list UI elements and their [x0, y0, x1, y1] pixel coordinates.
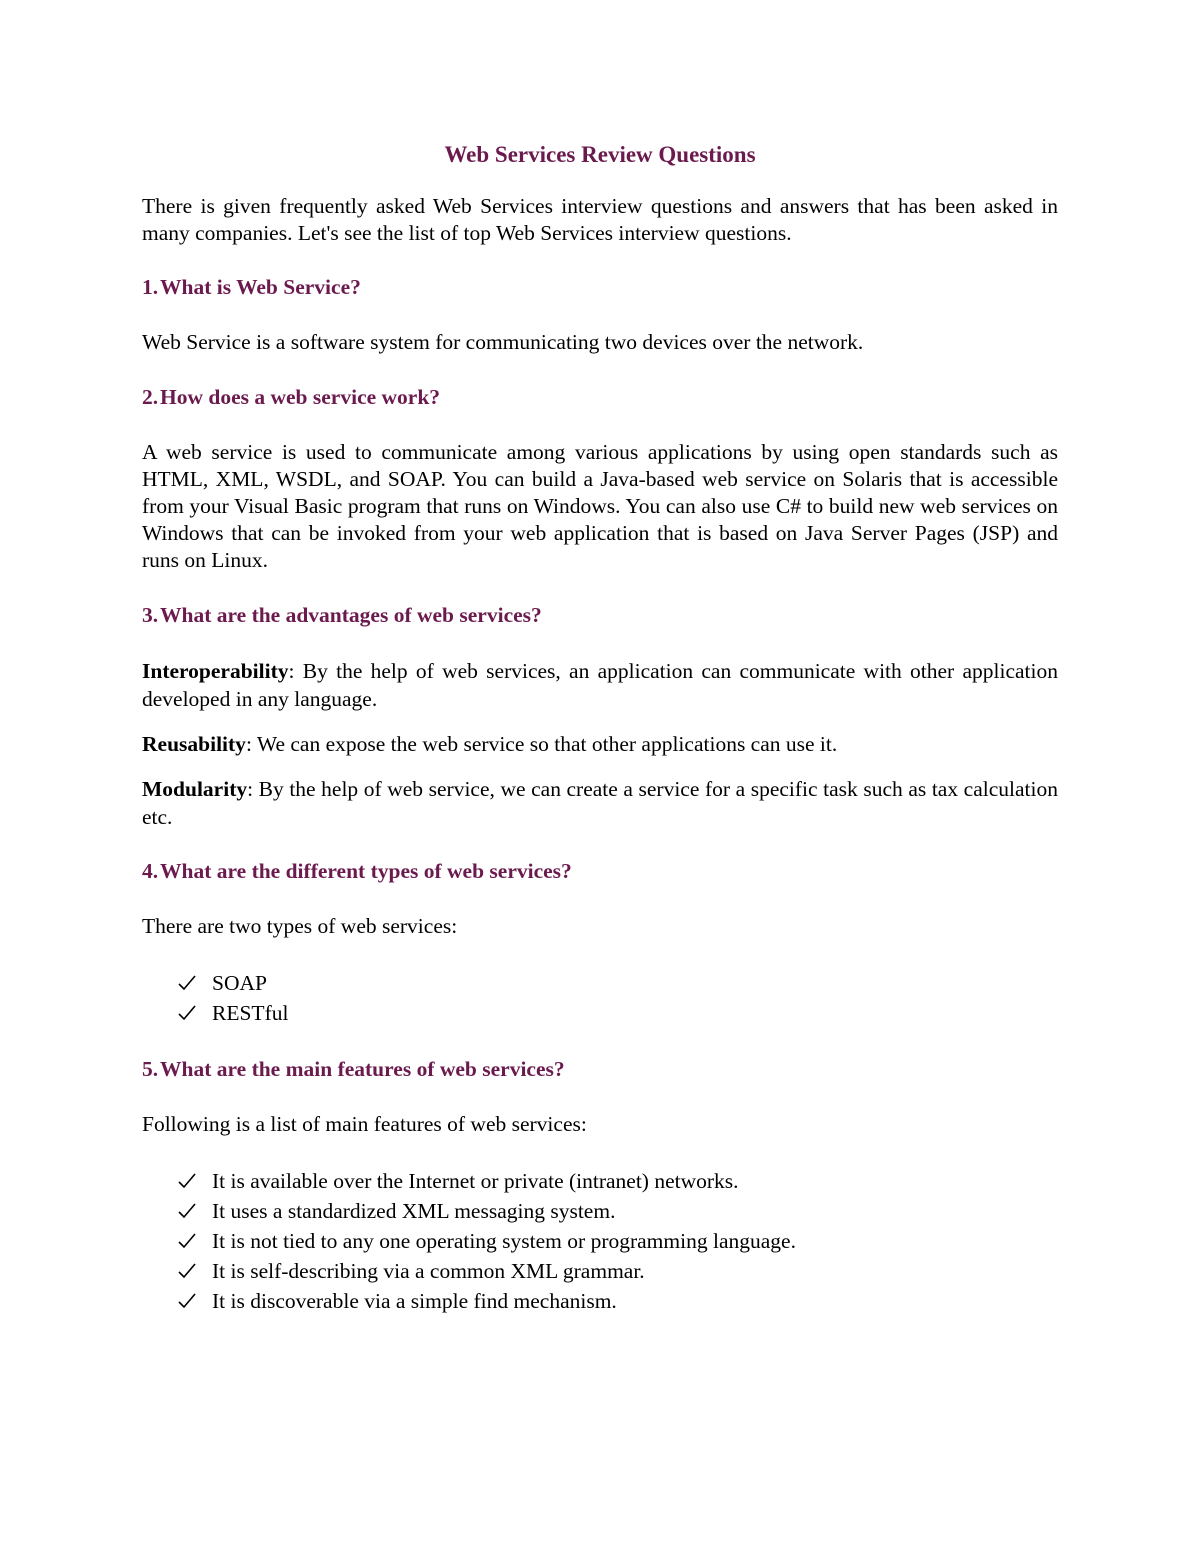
list-item — [142, 998, 1058, 1028]
question-heading-2 — [142, 384, 1058, 411]
page-title: Web Services Review Questions — [444, 142, 756, 167]
list-item — [142, 1226, 1058, 1256]
question-heading-1 — [142, 274, 1058, 301]
checkmark-icon — [178, 1226, 198, 1256]
list-item — [142, 1256, 1058, 1286]
answer-paragraph-1: Web Service is a software system for communicating two devices over the network. — [142, 330, 864, 354]
list-item-text: SOAP — [212, 971, 267, 995]
checkmark-icon — [178, 1286, 198, 1316]
question-number: 5. — [142, 1057, 159, 1081]
advantage-text: : We can expose the web service so that other applications can use it. — [245, 732, 838, 756]
advantage-term: Reusability — [142, 732, 246, 756]
web-service-types-list — [142, 968, 1058, 1028]
list-item-text: It is not tied to any one operating system or programming language. — [212, 1229, 796, 1253]
checkmark-icon — [178, 968, 198, 998]
list-item — [142, 1196, 1058, 1226]
intro-paragraph: There is given frequently asked Web Services interview questions and answers that has been asked in many companies. Let's see the list of top Web Services interview questions. — [142, 194, 1058, 245]
answer-lead-5: Following is a list of main features of web services: — [142, 1112, 587, 1136]
question-number: 2. — [142, 385, 159, 409]
checkmark-icon — [178, 998, 198, 1028]
question-heading-5 — [142, 1056, 1058, 1083]
answer-lead-4: There are two types of web services: — [142, 914, 458, 938]
list-item — [142, 968, 1058, 998]
advantage-modularity — [142, 775, 1058, 831]
advantage-term: Modularity — [142, 777, 248, 801]
checkmark-icon — [178, 1256, 198, 1286]
question-text: How does a web service work? — [160, 385, 441, 409]
advantage-interoperability — [142, 657, 1058, 713]
answer-paragraph-2: A web service is used to communicate among various applications by using open standards such as HTML, XML, WSDL, and SOAP. You can build a Java-based web service on Solaris that is accessible from your Visual Basic program that runs on Windows. You can also use C# to build new web services on Windows that can be invoked from your web application that is based on Java Server Pages (JSP) and runs on Linux. — [142, 440, 1058, 572]
advantage-text: : By the help of web services, an application can communicate with other application developed in any language. — [142, 659, 1058, 711]
question-heading-3 — [142, 602, 1058, 629]
advantage-text: : By the help of web service, we can create a service for a specific task such as tax calculation etc. — [142, 777, 1058, 829]
question-number: 4. — [142, 859, 159, 883]
list-item-text: It uses a standardized XML messaging system. — [212, 1199, 616, 1223]
advantage-reusability — [142, 730, 1058, 758]
question-text: What are the different types of web services? — [160, 859, 572, 883]
question-text: What are the advantages of web services? — [160, 603, 542, 627]
question-number: 3. — [142, 603, 159, 627]
list-item-text: RESTful — [212, 1001, 289, 1025]
advantage-term: Interoperability — [142, 659, 289, 683]
checkmark-icon — [178, 1196, 198, 1226]
list-item-text: It is self-describing via a common XML grammar. — [212, 1259, 645, 1283]
document-body — [142, 140, 1058, 1344]
web-service-features-list — [142, 1166, 1058, 1316]
question-text: What is Web Service? — [160, 275, 361, 299]
list-item — [142, 1286, 1058, 1316]
question-text: What are the main features of web services? — [160, 1057, 565, 1081]
question-number: 1. — [142, 275, 159, 299]
question-heading-4 — [142, 858, 1058, 885]
checkmark-icon — [178, 1166, 198, 1196]
list-item-text: It is discoverable via a simple find mechanism. — [212, 1289, 617, 1313]
list-item-text: It is available over the Internet or private (intranet) networks. — [212, 1169, 739, 1193]
list-item — [142, 1166, 1058, 1196]
